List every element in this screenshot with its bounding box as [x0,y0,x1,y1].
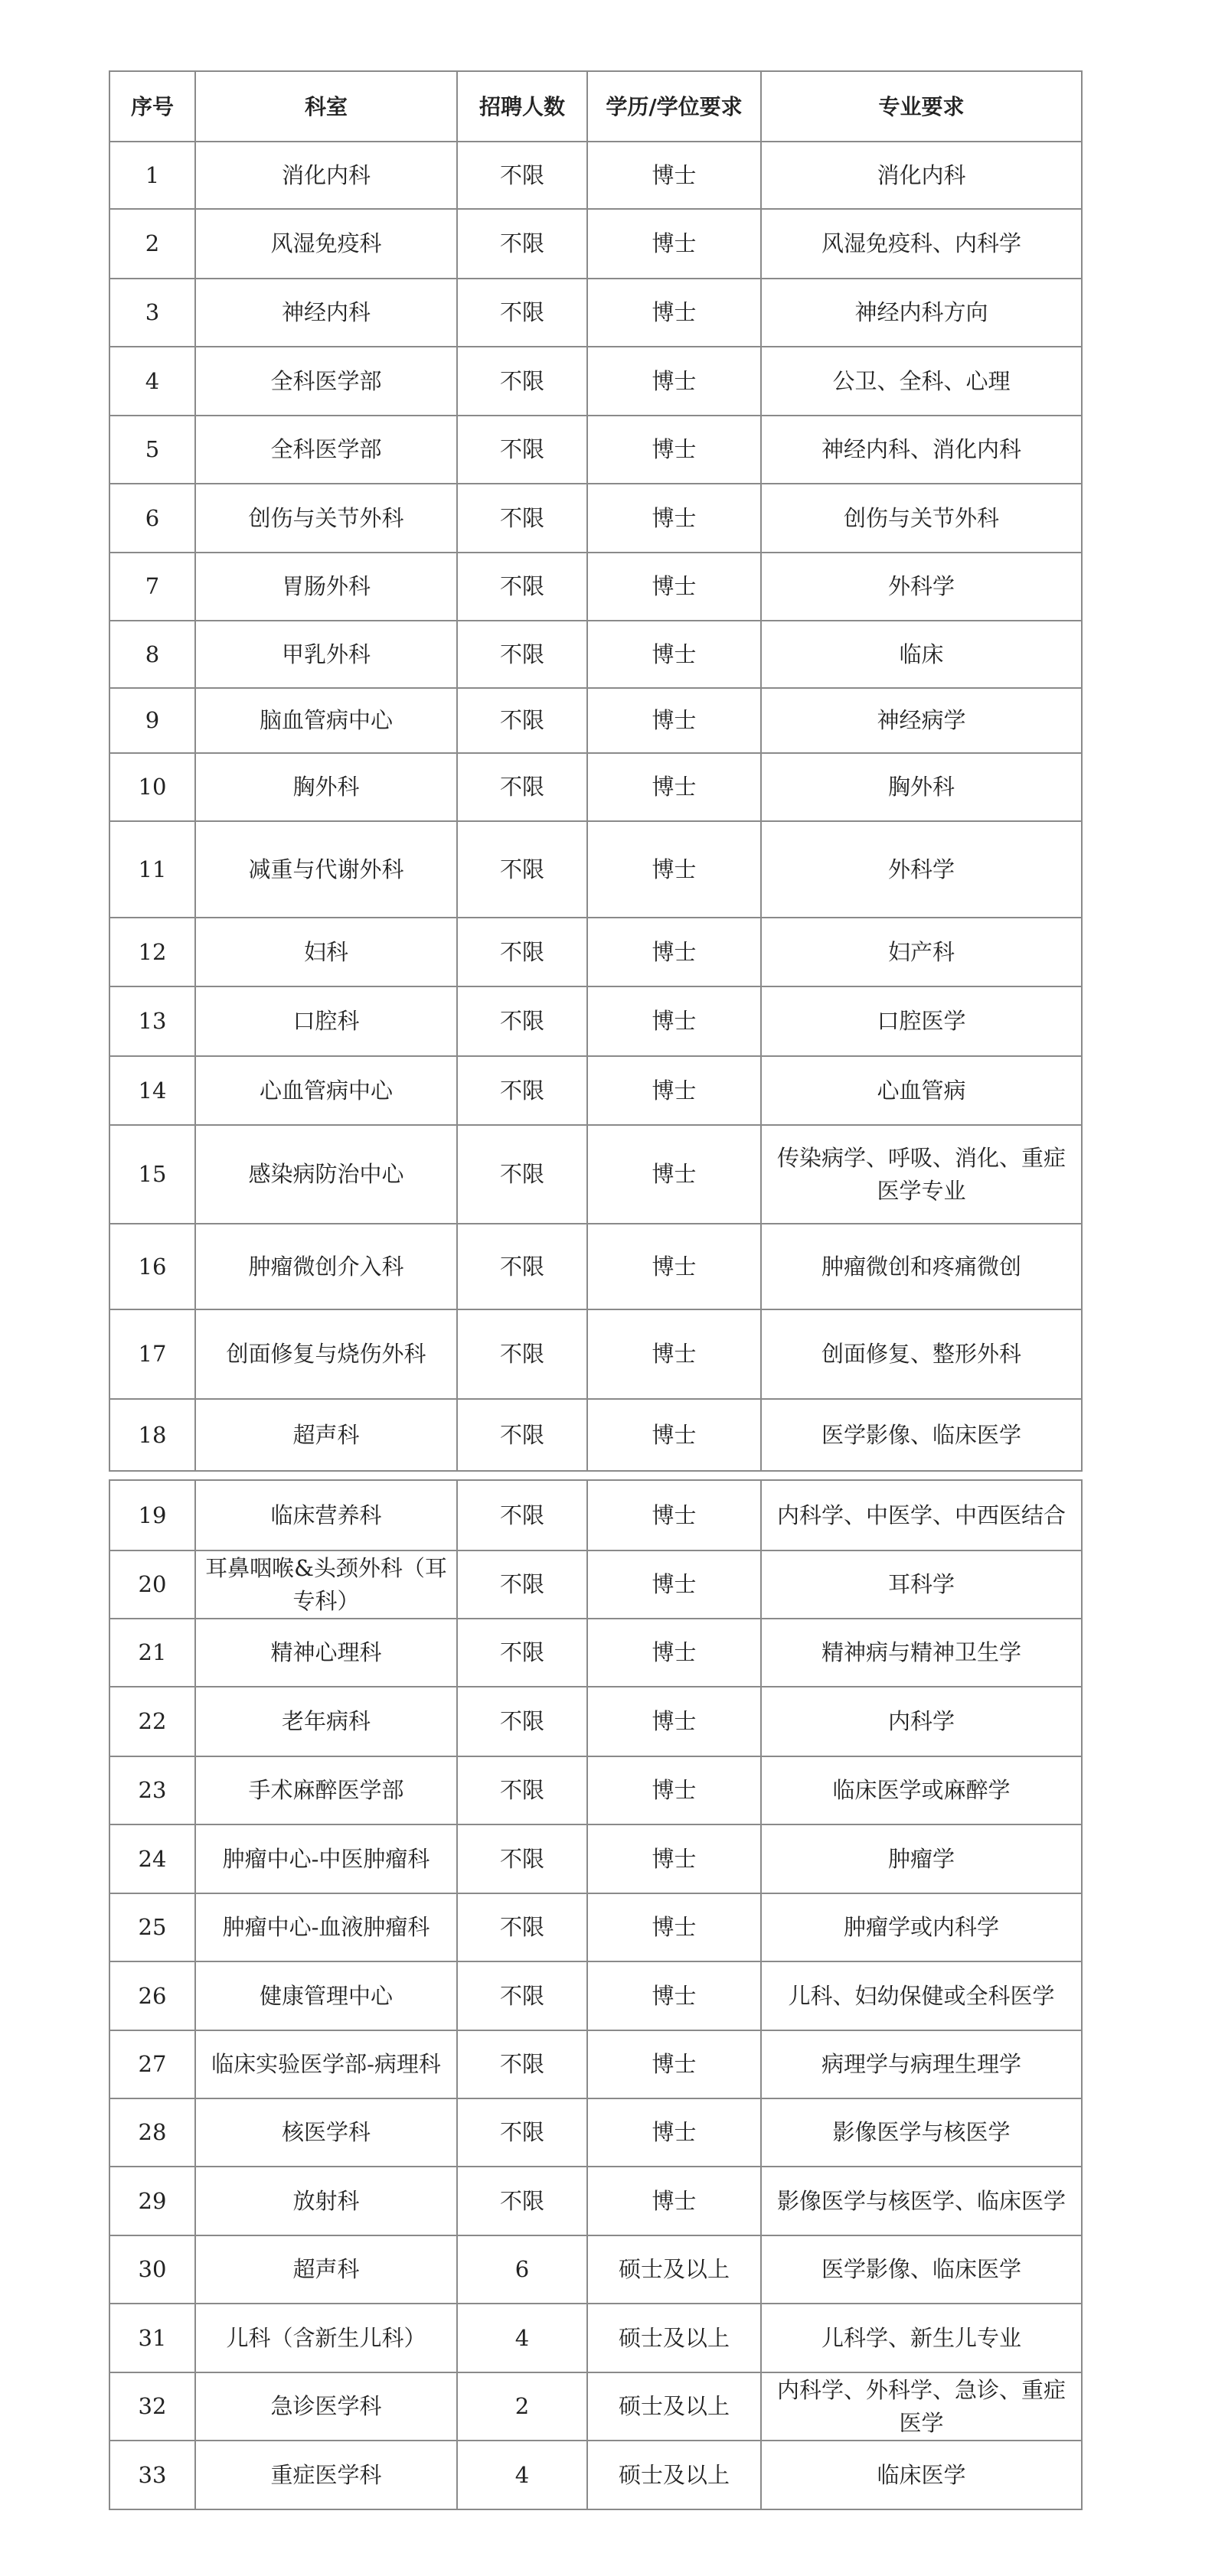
cell-dept: 肿瘤中心-血液肿瘤科 [195,1893,457,1961]
cell-degree: 博士 [587,1309,761,1399]
cell-dept: 手术麻醉医学部 [195,1756,457,1824]
cell-major: 创面修复、整形外科 [761,1309,1082,1399]
cell-dept: 健康管理中心 [195,1961,457,2030]
header-no: 序号 [109,71,195,142]
table-row [109,2372,1082,2441]
cell-no: 16 [109,1224,195,1309]
cell-count: 不限 [457,688,587,753]
cell-major: 口腔医学 [761,986,1082,1056]
table-row [109,918,1082,986]
header-dept: 科室 [195,71,457,142]
table-row [109,347,1082,416]
cell-no: 3 [109,279,195,347]
cell-degree: 博士 [587,753,761,821]
cell-no: 14 [109,1056,195,1125]
cell-degree: 博士 [587,821,761,918]
cell-major: 医学影像、临床医学 [761,1399,1082,1471]
cell-no: 22 [109,1687,195,1756]
cell-count: 4 [457,2304,587,2372]
cell-major: 妇产科 [761,918,1082,986]
cell-major: 神经内科、消化内科 [761,416,1082,484]
cell-degree: 博士 [587,688,761,753]
table-body-part1 [109,142,1082,1471]
cell-count: 6 [457,2235,587,2304]
cell-degree: 博士 [587,553,761,621]
cell-count: 不限 [457,279,587,347]
cell-degree: 博士 [587,918,761,986]
table-header-row [109,71,1082,142]
cell-no: 20 [109,1550,195,1619]
cell-degree: 博士 [587,209,761,279]
cell-count: 不限 [457,1619,587,1687]
table-row [109,821,1082,918]
cell-degree: 博士 [587,142,761,209]
cell-dept: 脑血管病中心 [195,688,457,753]
table-row [109,1824,1082,1893]
table-row [109,1550,1082,1619]
table-row [109,1224,1082,1309]
cell-count: 不限 [457,1480,587,1550]
cell-dept: 胸外科 [195,753,457,821]
cell-degree: 博士 [587,1224,761,1309]
header-degree: 学历/学位要求 [587,71,761,142]
table-gap [109,1472,1081,1479]
cell-degree: 博士 [587,1619,761,1687]
cell-major: 消化内科 [761,142,1082,209]
cell-count: 不限 [457,2030,587,2098]
cell-major: 医学影像、临床医学 [761,2235,1082,2304]
cell-major: 影像医学与核医学、临床医学 [761,2167,1082,2235]
header-major: 专业要求 [761,71,1082,142]
cell-no: 1 [109,142,195,209]
table-row [109,1480,1082,1550]
cell-count: 不限 [457,1687,587,1756]
table-row [109,1619,1082,1687]
cell-count: 不限 [457,1399,587,1471]
cell-no: 6 [109,484,195,553]
cell-degree: 博士 [587,1824,761,1893]
cell-no: 9 [109,688,195,753]
cell-no: 2 [109,209,195,279]
cell-degree: 博士 [587,416,761,484]
cell-degree: 博士 [587,279,761,347]
cell-dept: 心血管病中心 [195,1056,457,1125]
cell-degree: 博士 [587,347,761,416]
table-row [109,142,1082,209]
cell-degree: 博士 [587,1125,761,1224]
cell-degree: 博士 [587,1550,761,1619]
cell-major: 耳科学 [761,1550,1082,1619]
cell-no: 4 [109,347,195,416]
cell-count: 不限 [457,1224,587,1309]
cell-dept: 消化内科 [195,142,457,209]
cell-count: 不限 [457,918,587,986]
cell-no: 12 [109,918,195,986]
cell-dept: 创面修复与烧伤外科 [195,1309,457,1399]
cell-degree: 博士 [587,2098,761,2167]
cell-dept: 超声科 [195,2235,457,2304]
cell-degree: 博士 [587,1056,761,1125]
table-row [109,1399,1082,1471]
cell-dept: 临床实验医学部-病理科 [195,2030,457,2098]
cell-count: 不限 [457,986,587,1056]
cell-count: 不限 [457,1056,587,1125]
cell-dept: 风湿免疫科 [195,209,457,279]
cell-count: 不限 [457,2098,587,2167]
cell-major: 肿瘤学或内科学 [761,1893,1082,1961]
cell-no: 24 [109,1824,195,1893]
table-row [109,1125,1082,1224]
cell-dept: 肿瘤中心-中医肿瘤科 [195,1824,457,1893]
table-row [109,1756,1082,1824]
table-row [109,553,1082,621]
cell-major: 影像医学与核医学 [761,2098,1082,2167]
table-row [109,986,1082,1056]
cell-count: 不限 [457,2167,587,2235]
cell-major: 临床医学 [761,2441,1082,2509]
cell-no: 23 [109,1756,195,1824]
cell-major: 外科学 [761,821,1082,918]
cell-count: 不限 [457,1893,587,1961]
cell-dept: 儿科（含新生儿科） [195,2304,457,2372]
cell-degree: 博士 [587,1687,761,1756]
cell-dept: 全科医学部 [195,347,457,416]
cell-no: 25 [109,1893,195,1961]
cell-major: 精神病与精神卫生学 [761,1619,1082,1687]
cell-major: 胸外科 [761,753,1082,821]
table-row [109,416,1082,484]
cell-degree: 博士 [587,2167,761,2235]
cell-major: 心血管病 [761,1056,1082,1125]
cell-dept: 肿瘤微创介入科 [195,1224,457,1309]
table-row [109,1687,1082,1756]
cell-major: 肿瘤微创和疼痛微创 [761,1224,1082,1309]
cell-dept: 神经内科 [195,279,457,347]
cell-no: 13 [109,986,195,1056]
cell-dept: 放射科 [195,2167,457,2235]
cell-degree: 博士 [587,1756,761,1824]
cell-degree: 博士 [587,986,761,1056]
cell-major: 传染病学、呼吸、消化、重症医学专业 [761,1125,1082,1224]
cell-count: 不限 [457,1961,587,2030]
cell-degree: 硕士及以上 [587,2372,761,2441]
cell-count: 4 [457,2441,587,2509]
cell-no: 27 [109,2030,195,2098]
cell-dept: 老年病科 [195,1687,457,1756]
cell-degree: 硕士及以上 [587,2304,761,2372]
cell-count: 不限 [457,821,587,918]
table-row [109,209,1082,279]
cell-dept: 甲乳外科 [195,621,457,688]
table-row [109,1309,1082,1399]
table-row [109,1056,1082,1125]
table-row [109,2304,1082,2372]
table-row [109,484,1082,553]
cell-dept: 精神心理科 [195,1619,457,1687]
cell-dept: 急诊医学科 [195,2372,457,2441]
cell-no: 30 [109,2235,195,2304]
cell-major: 肿瘤学 [761,1824,1082,1893]
cell-major: 外科学 [761,553,1082,621]
cell-major: 内科学、外科学、急诊、重症医学 [761,2372,1082,2441]
cell-degree: 硕士及以上 [587,2235,761,2304]
table-row [109,2441,1082,2509]
cell-major: 神经内科方向 [761,279,1082,347]
table-row [109,688,1082,753]
cell-count: 不限 [457,753,587,821]
cell-no: 5 [109,416,195,484]
cell-dept: 妇科 [195,918,457,986]
cell-count: 不限 [457,142,587,209]
cell-major: 内科学、中医学、中西医结合 [761,1480,1082,1550]
cell-dept: 感染病防治中心 [195,1125,457,1224]
cell-no: 15 [109,1125,195,1224]
cell-degree: 博士 [587,1399,761,1471]
cell-no: 8 [109,621,195,688]
cell-count: 不限 [457,484,587,553]
cell-count: 不限 [457,209,587,279]
table-row [109,1961,1082,2030]
table-row [109,621,1082,688]
cell-no: 21 [109,1619,195,1687]
cell-count: 不限 [457,621,587,688]
cell-major: 公卫、全科、心理 [761,347,1082,416]
cell-dept: 核医学科 [195,2098,457,2167]
cell-count: 不限 [457,1756,587,1824]
table-row [109,279,1082,347]
table-row [109,2167,1082,2235]
cell-count: 不限 [457,1824,587,1893]
cell-major: 临床医学或麻醉学 [761,1756,1082,1824]
cell-degree: 硕士及以上 [587,2441,761,2509]
cell-count: 不限 [457,553,587,621]
cell-major: 创伤与关节外科 [761,484,1082,553]
cell-dept: 减重与代谢外科 [195,821,457,918]
table-body-part2 [109,1480,1082,2509]
cell-no: 17 [109,1309,195,1399]
cell-degree: 博士 [587,1961,761,2030]
cell-major: 神经病学 [761,688,1082,753]
cell-no: 18 [109,1399,195,1471]
cell-count: 2 [457,2372,587,2441]
cell-degree: 博士 [587,2030,761,2098]
cell-dept: 耳鼻咽喉&头颈外科（耳专科） [195,1550,457,1619]
table-row [109,2030,1082,2098]
header-count: 招聘人数 [457,71,587,142]
recruitment-table-part1 [109,70,1083,1472]
recruitment-table-part2 [109,1479,1083,2510]
cell-dept: 全科医学部 [195,416,457,484]
recruitment-document [109,70,1081,2510]
cell-no: 29 [109,2167,195,2235]
cell-major: 儿科学、新生儿专业 [761,2304,1082,2372]
cell-no: 32 [109,2372,195,2441]
cell-count: 不限 [457,416,587,484]
cell-degree: 博士 [587,484,761,553]
cell-count: 不限 [457,347,587,416]
table-row [109,1893,1082,1961]
cell-major: 病理学与病理生理学 [761,2030,1082,2098]
cell-no: 19 [109,1480,195,1550]
cell-count: 不限 [457,1309,587,1399]
cell-dept: 超声科 [195,1399,457,1471]
cell-degree: 博士 [587,1480,761,1550]
cell-major: 风湿免疫科、内科学 [761,209,1082,279]
cell-dept: 重症医学科 [195,2441,457,2509]
cell-no: 11 [109,821,195,918]
cell-dept: 临床营养科 [195,1480,457,1550]
cell-no: 33 [109,2441,195,2509]
cell-degree: 博士 [587,1893,761,1961]
cell-dept: 创伤与关节外科 [195,484,457,553]
cell-major: 儿科、妇幼保健或全科医学 [761,1961,1082,2030]
table-row [109,753,1082,821]
table-row [109,2235,1082,2304]
cell-degree: 博士 [587,621,761,688]
cell-dept: 胃肠外科 [195,553,457,621]
cell-dept: 口腔科 [195,986,457,1056]
cell-no: 28 [109,2098,195,2167]
cell-major: 临床 [761,621,1082,688]
cell-count: 不限 [457,1125,587,1224]
cell-no: 31 [109,2304,195,2372]
cell-no: 10 [109,753,195,821]
cell-major: 内科学 [761,1687,1082,1756]
cell-count: 不限 [457,1550,587,1619]
cell-no: 26 [109,1961,195,2030]
cell-no: 7 [109,553,195,621]
table-row [109,2098,1082,2167]
